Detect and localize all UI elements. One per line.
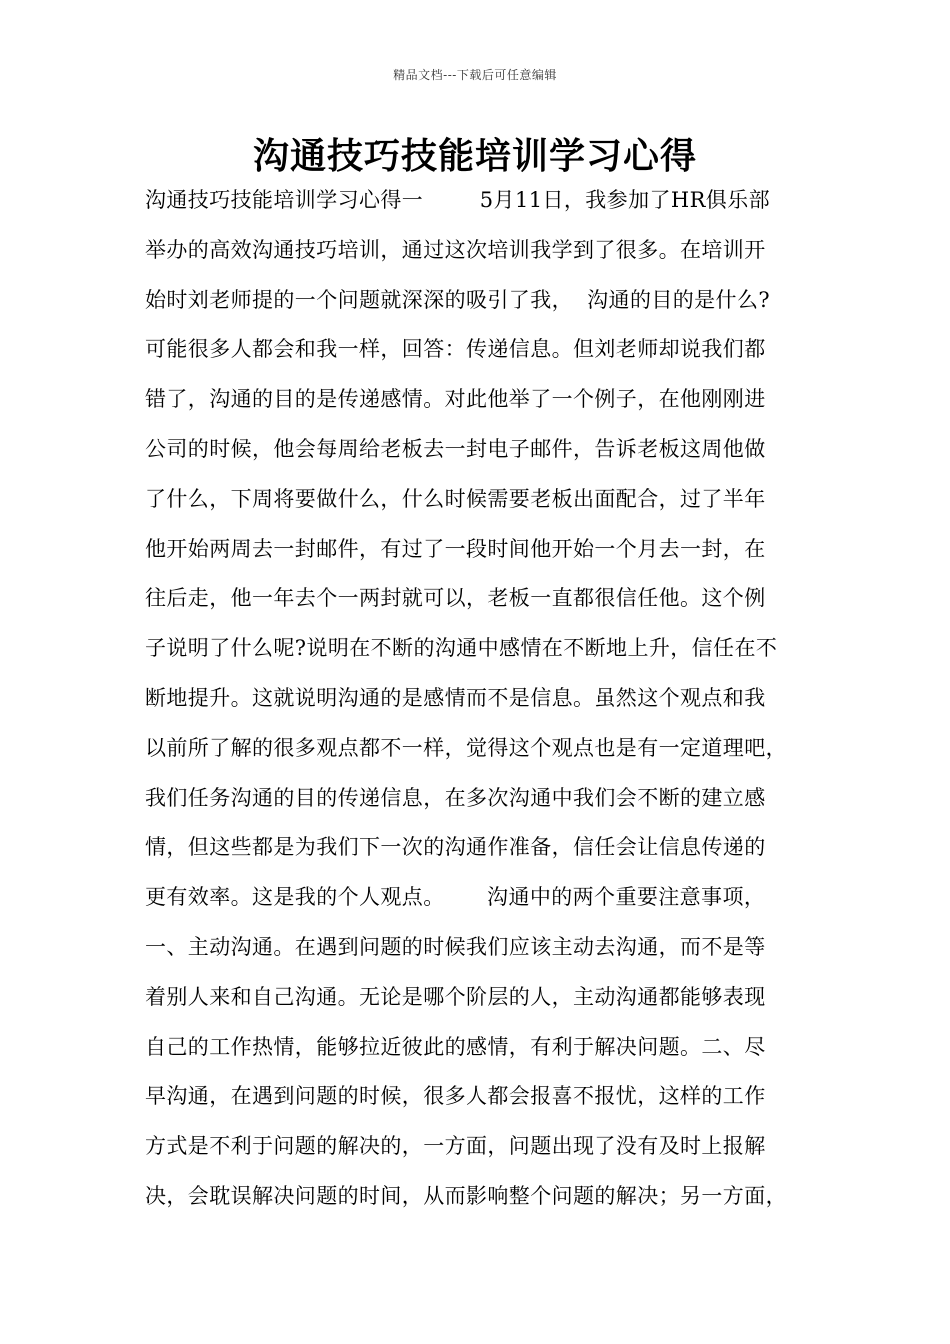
body-line: 方式是不利于问题的解决的，一方面，问题出现了没有及时上报解 [145, 1134, 766, 1159]
body-line: 决，会耽误解决问题的时间，从而影响整个问题的解决；另一方面， [145, 1183, 787, 1208]
body-line: 错了，沟通的目的是传递感情。对此他举了一个例子，在他刚刚进 [145, 387, 766, 412]
document-title: 沟通技巧技能培训学习心得 [252, 136, 697, 177]
body-line: 以前所了解的很多观点都不一样，觉得这个观点也是有一定道理吧， [145, 735, 787, 760]
body-line: 沟通技巧技能培训学习心得一 5月11日，我参加了HR俱乐部 [145, 188, 771, 212]
body-line: 情，但这些都是为我们下一次的沟通作准备，信任会让信息传递的 [145, 835, 766, 860]
document-body [145, 184, 825, 1230]
body-line: 公司的时候，他会每周给老板去一封电子邮件，告诉老板这周他做 [145, 436, 766, 461]
body-line: 着别人来和自己沟通。无论是哪个阶层的人，主动沟通都能够表现 [145, 984, 766, 1009]
body-line: 始时刘老师提的一个问题就深深的吸引了我， 沟通的目的是什么? [145, 287, 771, 312]
body-line: 他开始两周去一封邮件，有过了一段时间他开始一个月去一封，在 [145, 536, 766, 561]
body-line: 举办的高效沟通技巧培训，通过这次培训我学到了很多。在培训开 [145, 237, 766, 262]
body-line: 往后走，他一年去个一两封就可以，老板一直都很信任他。这个例 [145, 586, 766, 611]
body-line: 早沟通，在遇到问题的时候，很多人都会报喜不报忧，这样的工作 [145, 1084, 766, 1109]
body-line: 子说明了什么呢?说明在不断的沟通中感情在不断地上升，信任在不 [145, 636, 778, 661]
page-header: 精品文档---下载后可任意编辑 [393, 68, 557, 82]
body-line: 我们任务沟通的目的传递信息，在多次沟通中我们会不断的建立感 [145, 785, 766, 810]
body-line: 了什么，下周将要做什么，什么时候需要老板出面配合，过了半年 [145, 486, 766, 511]
body-line: 更有效率。这是我的个人观点。 沟通中的两个重要注意事项， [145, 885, 766, 910]
body-line: 断地提升。这就说明沟通的是感情而不是信息。虽然这个观点和我 [145, 685, 766, 710]
body-line: 一、主动沟通。在遇到问题的时候我们应该主动去沟通，而不是等 [145, 934, 766, 959]
body-line: 自己的工作热情，能够拉近彼此的感情，有利于解决问题。二、尽 [145, 1034, 766, 1059]
body-line: 可能很多人都会和我一样，回答：传递信息。但刘老师却说我们都 [145, 337, 766, 362]
